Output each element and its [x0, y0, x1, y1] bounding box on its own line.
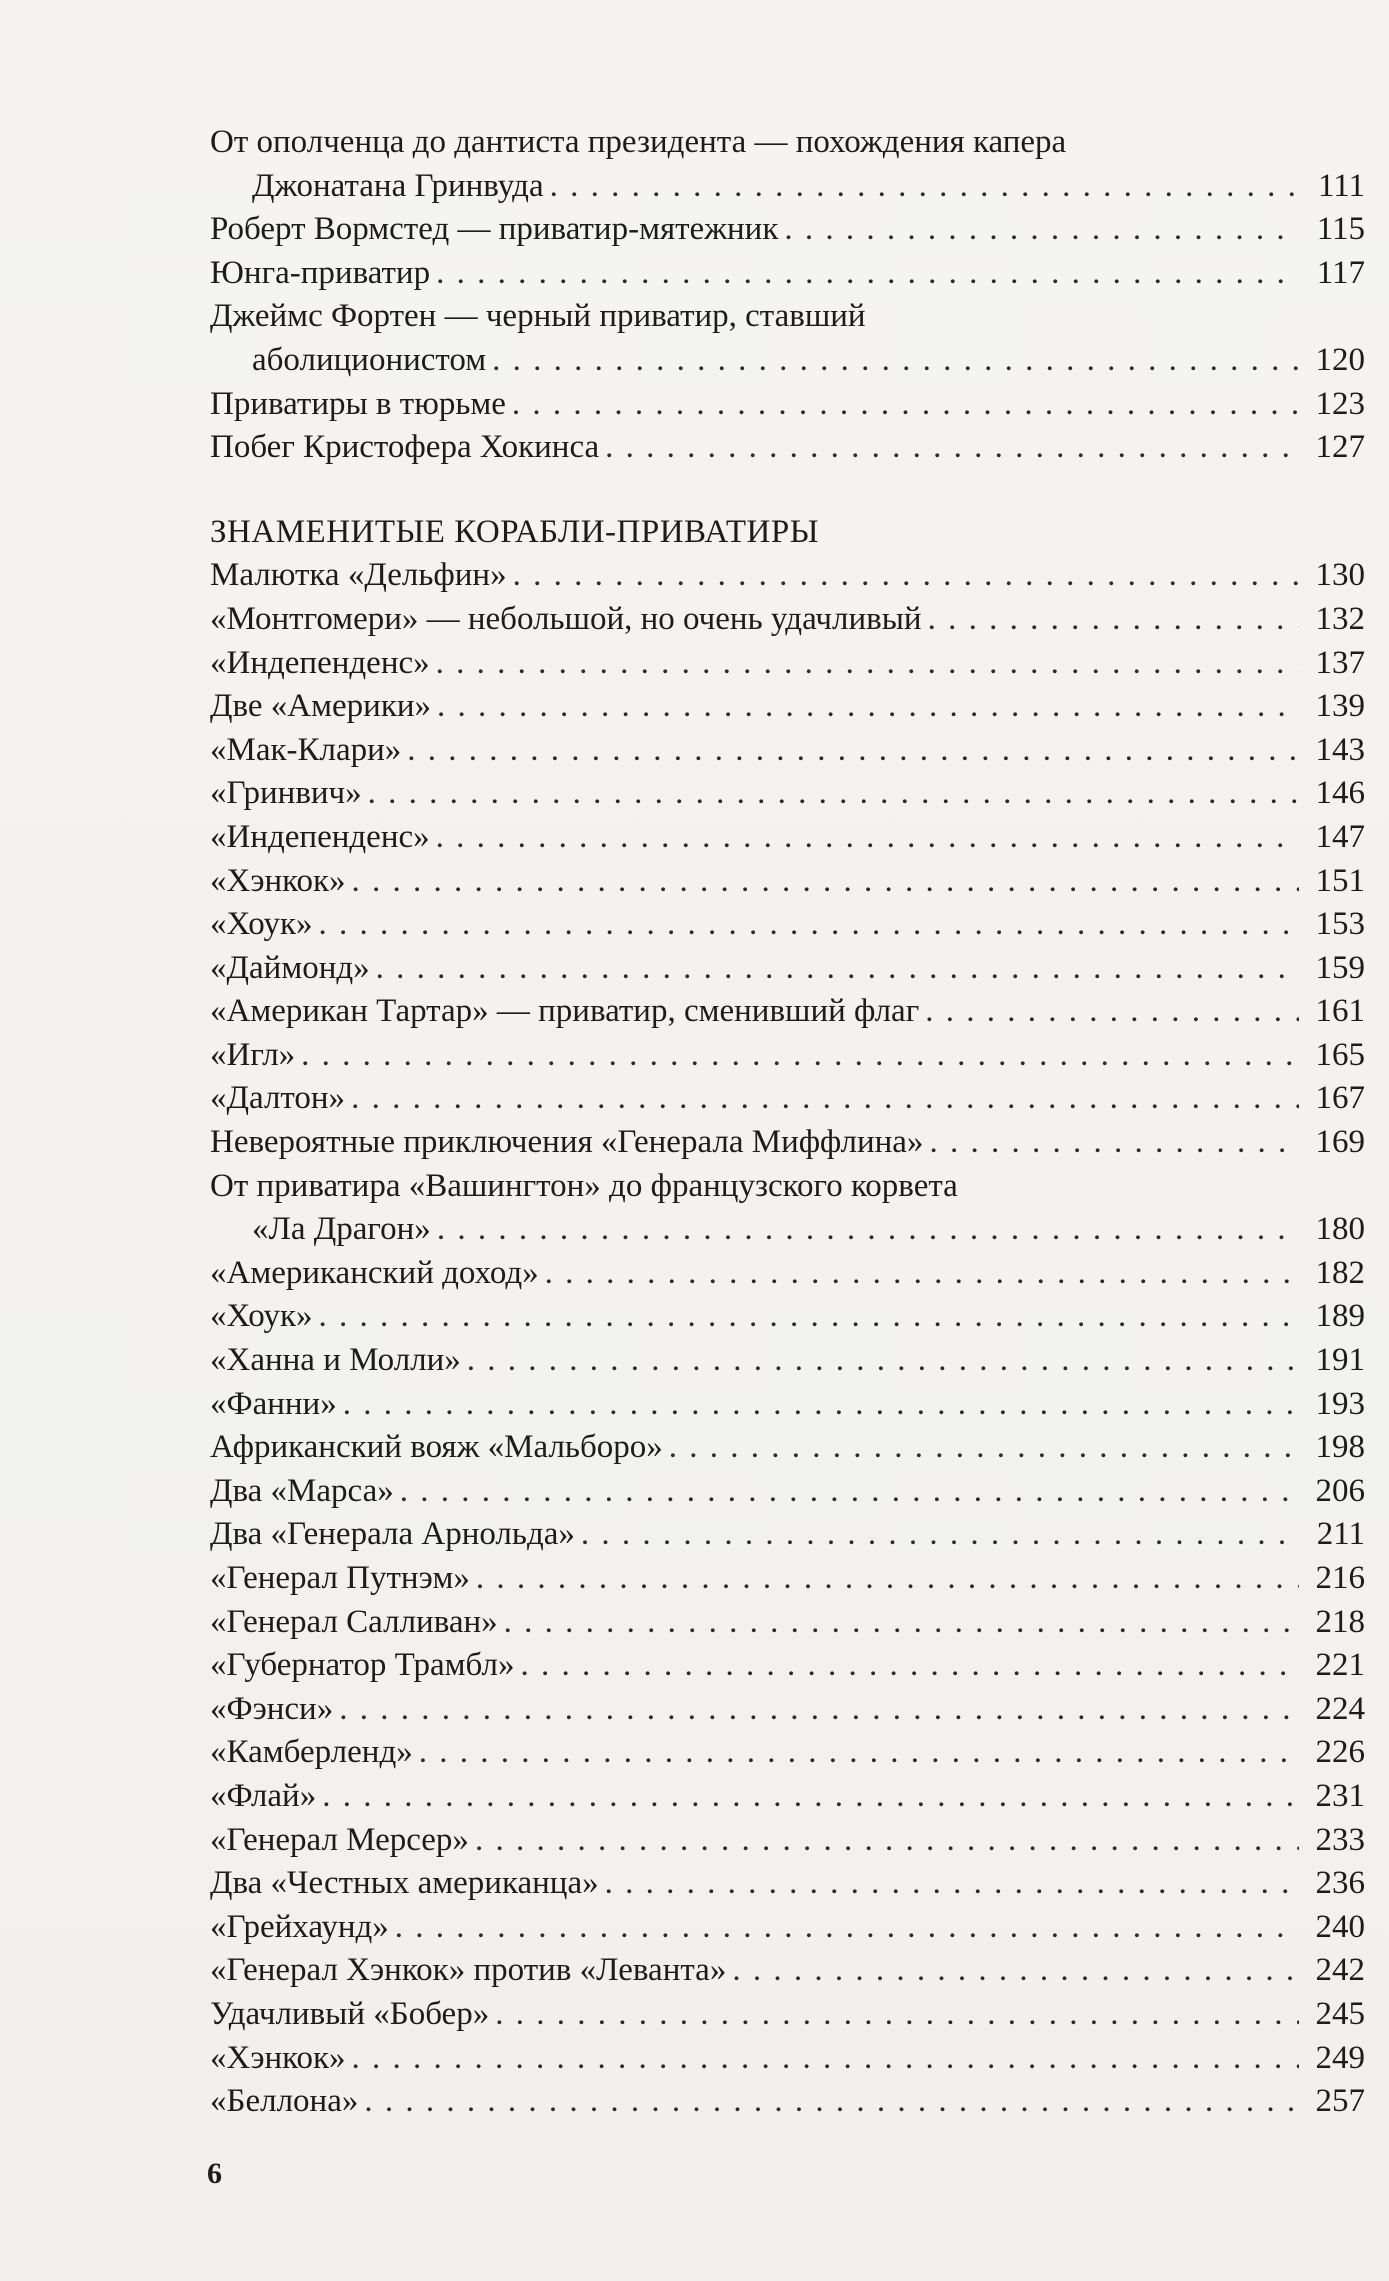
- toc-entry-title: Невероятные приключения «Генерала Миффлина»: [210, 1124, 924, 1161]
- toc-entry-page: 132: [1315, 600, 1365, 637]
- toc-entry-row: [210, 1513, 1365, 1557]
- toc-entry: [210, 208, 1365, 252]
- toc-entry-row: [210, 1601, 1365, 1645]
- toc-entry-row: [210, 1644, 1365, 1688]
- toc-entry-page: 117: [1316, 254, 1365, 291]
- toc-entry-page: 127: [1315, 429, 1365, 466]
- toc-entry: [210, 2080, 1365, 2124]
- toc-entry: [210, 1775, 1365, 1819]
- toc-entry-title: Два «Генерала Арнольда»: [210, 1516, 575, 1553]
- toc-entry-row: [210, 1993, 1365, 2037]
- toc-entry-row: [210, 1688, 1365, 1732]
- toc-entry-title: «Флай»: [210, 1777, 317, 1814]
- toc-entry-row: [210, 1383, 1365, 1427]
- toc-entry: [210, 816, 1365, 860]
- toc-entry-page: 191: [1315, 1342, 1365, 1379]
- toc-entry-row: [210, 1557, 1365, 1601]
- toc-entry: [210, 383, 1365, 427]
- toc-entry: [210, 1993, 1365, 2037]
- toc-entry-title: Малютка «Дельфин»: [210, 557, 507, 594]
- toc-entry-title: Роберт Вормстед — приватир-мятежник: [210, 211, 779, 248]
- dot-leader: [436, 252, 1299, 296]
- toc-entry-page: 143: [1315, 731, 1365, 768]
- toc-entry: [210, 729, 1365, 773]
- toc-entry: [210, 1339, 1365, 1383]
- toc-entry-row: [210, 903, 1365, 947]
- toc-entry-title: «Камберленд»: [210, 1734, 413, 1771]
- toc-entry-title: «Фэнси»: [210, 1690, 334, 1727]
- toc-entry-page: 146: [1315, 775, 1365, 812]
- toc-entry: [210, 1383, 1365, 1427]
- toc-entry: [210, 1513, 1365, 1557]
- dot-leader: [476, 1557, 1299, 1601]
- toc-entry-page: 226: [1315, 1734, 1365, 1771]
- toc-entry-page: 169: [1315, 1124, 1365, 1161]
- toc-entry-page: 161: [1315, 993, 1365, 1030]
- toc-entry-page: 130: [1315, 557, 1365, 594]
- toc-entry-page: 211: [1316, 1516, 1365, 1553]
- toc-entry-page: 221: [1315, 1647, 1365, 1684]
- dot-leader: [504, 1601, 1299, 1645]
- dot-leader: [475, 1819, 1299, 1863]
- toc-entry-row: [210, 1077, 1365, 1121]
- toc-entry: [210, 1077, 1365, 1121]
- toc-entry-row: [210, 1208, 1365, 1252]
- toc-entry: [210, 1819, 1365, 1863]
- dot-leader: [550, 165, 1299, 209]
- toc-entry-page: 147: [1315, 818, 1365, 855]
- dot-leader: [343, 1383, 1299, 1427]
- toc-entry-page: 240: [1315, 1908, 1365, 1945]
- dot-leader: [351, 1077, 1299, 1121]
- toc-entry: [210, 1949, 1365, 1993]
- toc-entry-row: [210, 1295, 1365, 1339]
- toc-entry-row: [210, 1862, 1365, 1906]
- toc-entry-row: [210, 554, 1365, 598]
- dot-leader: [376, 947, 1299, 991]
- toc-entry: [210, 1034, 1365, 1078]
- toc-entry-title: «Фанни»: [210, 1385, 337, 1422]
- dot-leader: [669, 1426, 1299, 1470]
- toc-entry-title: «Американ Тартар» — приватир, сменивший флаг: [210, 993, 920, 1030]
- toc-entry-title: аболиционистом: [252, 341, 487, 378]
- toc-entry-page: 206: [1315, 1472, 1365, 1509]
- dot-leader: [395, 1906, 1299, 1950]
- toc-entry: [210, 1252, 1365, 1296]
- toc-entry-row: [210, 685, 1365, 729]
- toc-entry: [210, 947, 1365, 991]
- toc-entry-title: «Гринвич»: [210, 775, 362, 812]
- toc-entry-page: 153: [1315, 906, 1365, 943]
- dot-leader: [319, 903, 1299, 947]
- toc-entry-title: «Хэнкок»: [210, 862, 346, 899]
- toc-entry: [210, 642, 1365, 686]
- toc-entry-row: [210, 1339, 1365, 1383]
- toc-entry-page: 198: [1315, 1429, 1365, 1466]
- toc-entry-page: 111: [1317, 167, 1365, 204]
- toc-entry-page: 180: [1315, 1211, 1365, 1248]
- toc-entry-row: [210, 383, 1365, 427]
- toc-entry-title: Африканский вояж «Мальборо»: [210, 1429, 663, 1466]
- dot-leader: [301, 1034, 1299, 1078]
- toc-entry-page: 231: [1315, 1777, 1365, 1814]
- dot-leader: [929, 1121, 1299, 1165]
- toc-entry: [210, 1688, 1365, 1732]
- toc-entry-title-line: От приватира «Вашингтон» до французского корвета: [210, 1167, 958, 1204]
- toc-entry-title: «Генерал Хэнкок» против «Леванта»: [210, 1952, 727, 1989]
- toc-entry-row: [210, 1819, 1365, 1863]
- toc-entry-page: 159: [1315, 949, 1365, 986]
- toc-entry-title: «Далтон»: [210, 1080, 346, 1117]
- toc-entry-row: [210, 1121, 1365, 1165]
- toc-entry: [210, 860, 1365, 904]
- toc-entry: [210, 1121, 1365, 1165]
- dot-leader: [467, 1339, 1299, 1383]
- dot-leader: [419, 1731, 1299, 1775]
- toc-entry-page: 193: [1315, 1385, 1365, 1422]
- toc-entry-page: 151: [1315, 862, 1365, 899]
- dot-leader: [407, 729, 1299, 773]
- toc-entry-page: 236: [1315, 1865, 1365, 1902]
- toc-entry-title: Две «Америки»: [210, 688, 432, 725]
- toc-entry: [210, 685, 1365, 729]
- toc-entry-title: «Губернатор Трамбл»: [210, 1647, 515, 1684]
- toc-list-before: [210, 121, 1365, 470]
- toc-entry-row: [210, 1034, 1365, 1078]
- toc-entry: [210, 252, 1365, 296]
- toc-entry-page: 167: [1315, 1080, 1365, 1117]
- dot-leader: [319, 1295, 1299, 1339]
- toc-entry: [210, 903, 1365, 947]
- dot-leader: [605, 1862, 1299, 1906]
- toc-entry-title: Два «Честных американца»: [210, 1865, 599, 1902]
- toc-entry: [210, 1557, 1365, 1601]
- dot-leader: [368, 772, 1299, 816]
- toc-entry-title: Джонатана Гринвуда: [252, 167, 544, 204]
- dot-leader: [784, 208, 1299, 252]
- toc-entry-page: 137: [1315, 644, 1365, 681]
- toc-entry-title: Побег Кристофера Хокинса: [210, 429, 600, 466]
- toc-entry-title: Два «Марса»: [210, 1472, 394, 1509]
- toc-entry-row: [210, 165, 1365, 209]
- toc-entry: [210, 121, 1365, 208]
- toc-entry-row: [210, 339, 1365, 383]
- dot-leader: [437, 1208, 1299, 1252]
- toc-entry: [210, 598, 1365, 642]
- toc-entry-title: «Хэнкок»: [210, 2039, 346, 2076]
- toc-entry-title: «Монтгомери» — небольшой, но очень удачливый: [210, 600, 922, 637]
- toc-entry: [210, 554, 1365, 598]
- table-of-contents: [210, 121, 1365, 2124]
- dot-leader: [352, 860, 1299, 904]
- dot-leader: [492, 339, 1299, 383]
- toc-entry-row: [210, 947, 1365, 991]
- toc-entry-row: [210, 1731, 1365, 1775]
- toc-entry: [210, 1862, 1365, 1906]
- dot-leader: [322, 1775, 1299, 1819]
- toc-entry-row: [210, 2080, 1365, 2124]
- toc-entry-page: 245: [1315, 1995, 1365, 2032]
- toc-entry-title: «Ханна и Молли»: [210, 1342, 461, 1379]
- toc-entry-page: 189: [1315, 1298, 1365, 1335]
- dot-leader: [339, 1688, 1299, 1732]
- toc-entry-title: «Генерал Мерсер»: [210, 1821, 469, 1858]
- dot-leader: [400, 1470, 1299, 1514]
- toc-entry-page: 257: [1315, 2083, 1365, 2120]
- toc-entry-row: [210, 208, 1365, 252]
- dot-leader: [352, 2037, 1299, 2081]
- toc-entry-row: [210, 1949, 1365, 1993]
- toc-entry-title: Приватиры в тюрьме: [210, 385, 506, 422]
- toc-entry-title: «Даймонд»: [210, 949, 370, 986]
- toc-entry-row: [210, 1426, 1365, 1470]
- toc-entry-row: [210, 860, 1365, 904]
- toc-entry-row: [210, 1906, 1365, 1950]
- toc-entry: [210, 1644, 1365, 1688]
- dot-leader: [513, 554, 1299, 598]
- dot-leader: [436, 816, 1299, 860]
- toc-entry-title: «Генерал Путнэм»: [210, 1560, 470, 1596]
- toc-entry-title: «Ла Драгон»: [252, 1211, 431, 1248]
- toc-entry: [210, 772, 1365, 816]
- toc-entry-row: [210, 729, 1365, 773]
- toc-entry-page: 120: [1315, 341, 1365, 378]
- toc-entry-title: «Индепенденс»: [210, 818, 430, 855]
- toc-entry: [210, 1906, 1365, 1950]
- toc-entry-title: «Игл»: [210, 1036, 296, 1073]
- toc-entry-row: [210, 2037, 1365, 2081]
- dot-leader: [436, 642, 1299, 686]
- dot-leader: [928, 598, 1299, 642]
- dot-leader: [512, 383, 1299, 427]
- dot-leader: [437, 685, 1299, 729]
- toc-entry: [210, 1426, 1365, 1470]
- toc-entry-title: Удачливый «Бобер»: [210, 1995, 490, 2032]
- toc-entry-row: [210, 252, 1365, 296]
- toc-entry-row: [210, 990, 1365, 1034]
- toc-entry-page: 249: [1315, 2039, 1365, 2076]
- toc-entry: [210, 1601, 1365, 1645]
- toc-entry-page: 218: [1315, 1603, 1365, 1640]
- toc-entry-title-line: Джеймс Фортен — черный приватир, ставший: [210, 298, 866, 335]
- toc-entry-page: 242: [1315, 1952, 1365, 1989]
- toc-entry-page: 123: [1315, 385, 1365, 422]
- toc-entry-row: [210, 1470, 1365, 1514]
- toc-entry-title: «Индепенденс»: [210, 644, 430, 681]
- toc-entry-title: «Беллона»: [210, 2083, 359, 2120]
- toc-entry-row: [210, 642, 1365, 686]
- toc-entry-page: 165: [1315, 1036, 1365, 1073]
- toc-entry-title-line: От ополченца до дантиста президента — похождения капера: [210, 124, 1067, 160]
- page-number: 6: [207, 2157, 222, 2190]
- toc-entry-title: «Хоук»: [210, 906, 313, 943]
- toc-list-after: [210, 554, 1365, 2123]
- toc-entry-title: «Генерал Салливан»: [210, 1603, 498, 1640]
- toc-entry-title: Юнга-приватир: [210, 254, 431, 291]
- toc-entry-title: «Хоук»: [210, 1298, 313, 1335]
- dot-leader: [495, 1993, 1299, 2037]
- dot-leader: [581, 1513, 1299, 1557]
- toc-entry: [210, 2037, 1365, 2081]
- toc-entry-row: [210, 598, 1365, 642]
- toc-entry-title: «Грейхаунд»: [210, 1908, 389, 1945]
- dot-leader: [520, 1644, 1299, 1688]
- toc-entry-page: 216: [1315, 1560, 1365, 1596]
- toc-entry: [210, 295, 1365, 382]
- toc-entry-title: «Американский доход»: [210, 1254, 539, 1291]
- toc-entry-page: 115: [1316, 211, 1365, 248]
- toc-entry-page: 224: [1315, 1690, 1365, 1727]
- toc-entry: [210, 1731, 1365, 1775]
- toc-entry-page: 139: [1315, 688, 1365, 725]
- toc-entry: [210, 1165, 1365, 1252]
- dot-leader: [605, 426, 1299, 470]
- toc-entry-title: «Мак-Клари»: [210, 731, 402, 768]
- toc-entry: [210, 426, 1365, 470]
- toc-entry-row: [210, 1252, 1365, 1296]
- toc-entry-row: [210, 1775, 1365, 1819]
- dot-leader: [732, 1949, 1299, 1993]
- section-heading: ЗНАМЕНИТЫЕ КОРАБЛИ-ПРИВАТИРЫ: [210, 513, 820, 550]
- toc-entry-row: [210, 816, 1365, 860]
- toc-entry-page: 182: [1315, 1254, 1365, 1291]
- toc-entry-row: [210, 426, 1365, 470]
- dot-leader: [925, 990, 1299, 1034]
- dot-leader: [545, 1252, 1299, 1296]
- toc-entry: [210, 1295, 1365, 1339]
- toc-entry: [210, 990, 1365, 1034]
- dot-leader: [364, 2080, 1299, 2124]
- toc-entry-page: 233: [1315, 1821, 1365, 1858]
- toc-entry-row: [210, 772, 1365, 816]
- toc-entry: [210, 1470, 1365, 1514]
